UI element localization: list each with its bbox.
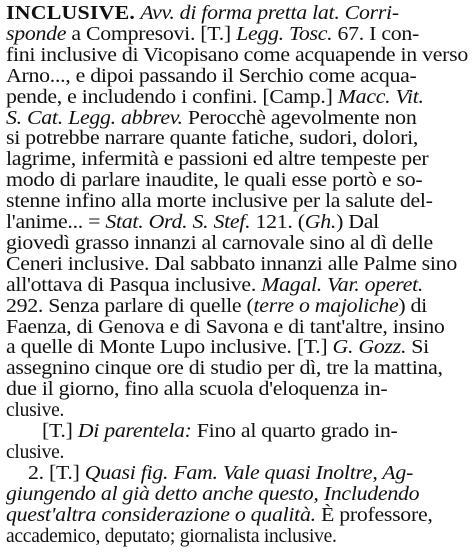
- body-text: stenne infino alla morte inclusive per la salute del-: [6, 191, 433, 213]
- body-text: 67. I con-: [332, 23, 420, 45]
- italic-text: G. Gozz.: [332, 337, 407, 359]
- italic-text: giungendo al già detto anche questo, Includendo: [6, 483, 420, 505]
- body-text: clusive.: [6, 400, 65, 422]
- body-text: all'ottava di Pasqua inclusive.: [6, 274, 262, 296]
- body-text: 292. Senza parlare di quelle (: [6, 295, 254, 317]
- italic-text: sponde: [6, 23, 67, 45]
- body-text: modo di parlare inaudite, le quali esse portò e so-: [6, 170, 423, 192]
- body-text: Si: [406, 337, 429, 359]
- body-text: Fino al quarto grado in-: [191, 421, 398, 442]
- body-text: clusive.: [6, 441, 65, 463]
- body-text: Arno..., e dipoi passando il Serchio come acqua-: [6, 65, 417, 87]
- body-text: 121. (: [250, 212, 305, 233]
- body-text: a Compresovi. [T.]: [66, 23, 237, 45]
- body-text: ) Dal: [336, 212, 379, 233]
- entry-line: [6, 525, 337, 549]
- body-text: 2. [T.]: [28, 462, 85, 484]
- italic-text: Stat. Ord. S. Stef.: [105, 212, 251, 233]
- italic-text: Gh.: [304, 212, 337, 233]
- body-text: Ceneri inclusive. Dal sabbato innanzi alle Palme sino: [6, 253, 457, 275]
- dictionary-entry: [6, 2, 469, 550]
- italic-text: Quasi fig. Fam. Vale quasi Inoltre, Ag-: [84, 462, 413, 484]
- body-text: l'anime... =: [6, 212, 106, 233]
- italic-text: terre o majoliche: [253, 295, 399, 317]
- body-text: due il giorno, fino alla scuola d'eloquenza in-: [6, 379, 388, 401]
- italic-text: Legg. Tosc.: [236, 23, 333, 45]
- body-text: [T.]: [42, 421, 78, 442]
- body-text: lagrime, infermità e passioni ed altre tempeste per: [6, 149, 429, 171]
- entry-line: [42, 420, 398, 444]
- italic-text: S. Cat. Legg. abbrev.: [6, 107, 183, 129]
- body-text: fini inclusive di Vicopisano come acquapende in verso: [6, 44, 468, 66]
- italic-text: Magal. Var. operet.: [261, 274, 424, 296]
- italic-text: Di parentela:: [77, 421, 192, 442]
- body-text: giovedì grasso innanzi al carnovale sino al dì delle: [6, 232, 433, 254]
- body-text: pende, e includendo i confini. [Camp.]: [6, 86, 338, 108]
- italic-text: Macc. Vit.: [337, 86, 424, 108]
- italic-text: quest'altra considerazione o qualità.: [6, 504, 316, 526]
- body-text: Faenza, di Genova e di Savona e di tant'altre, insino: [6, 316, 445, 338]
- body-text: si potrebbe narrare quante fatiche, sudori, dolori,: [6, 128, 419, 150]
- headword: INCLUSIVE.: [6, 3, 136, 24]
- body-text: a quelle di Monte Lupo inclusive. [T.]: [6, 337, 333, 359]
- body-text: Perocchè agevolmente non: [182, 107, 417, 129]
- body-text: assegnino cinque ore di studio per dì, tre la mattina,: [6, 358, 443, 380]
- italic-text: Avv. di forma pretta lat. Corri-: [140, 3, 399, 24]
- body-text: accademico, deputato; giornalista inclusive.: [6, 525, 337, 547]
- body-text: È professore,: [315, 504, 433, 526]
- body-text: ) di: [398, 295, 427, 317]
